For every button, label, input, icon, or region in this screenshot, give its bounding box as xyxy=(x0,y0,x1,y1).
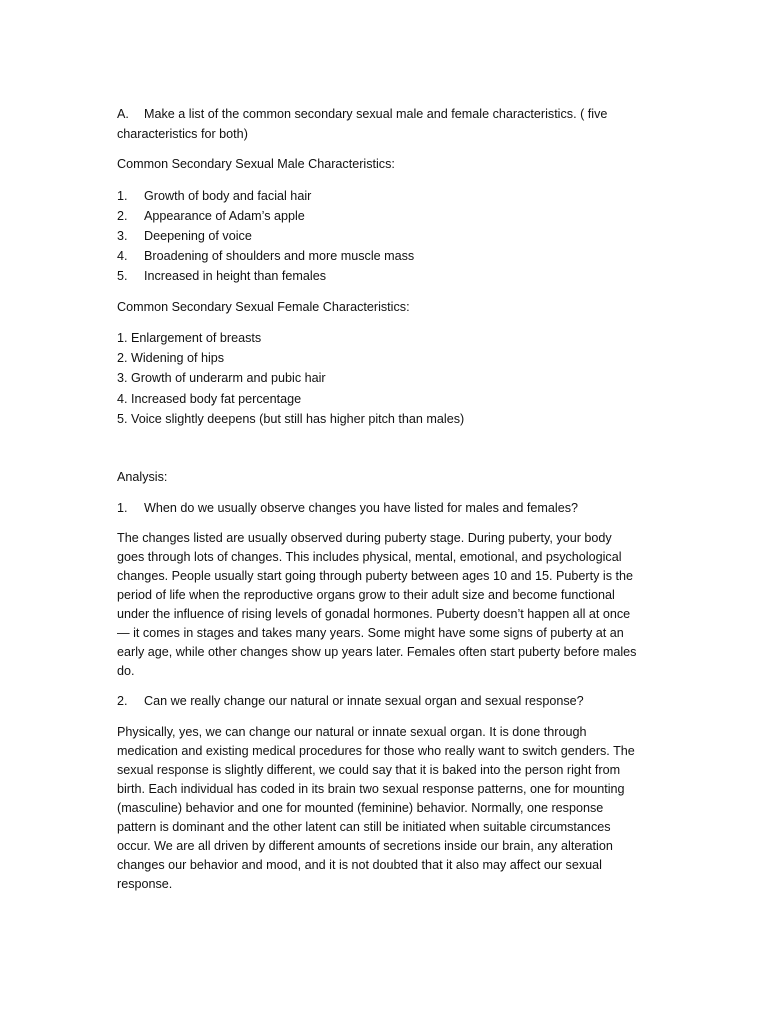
part-a-marker: A. xyxy=(117,107,129,121)
male-list-item xyxy=(117,246,637,266)
list-number: 4. xyxy=(117,249,128,264)
list-number: 2. xyxy=(117,208,128,223)
male-list-item xyxy=(117,206,637,226)
list-text: Appearance of Adam’s apple xyxy=(144,208,305,223)
male-list-item xyxy=(117,226,637,246)
female-list-item: 4. Increased body fat percentage xyxy=(117,391,302,406)
list-text: Deepening of voice xyxy=(144,228,252,243)
female-list xyxy=(117,328,637,429)
part-a-line1: Make a list of the common secondary sexual male and female characteristics. ( five xyxy=(144,107,608,121)
question-text: Can we really change our natural or innate sexual organ and sexual response? xyxy=(144,694,584,709)
female-heading: Common Secondary Sexual Female Characteristics: xyxy=(117,299,410,314)
list-text: Increased in height than females xyxy=(144,269,327,284)
male-list xyxy=(117,186,637,287)
male-list-item xyxy=(117,266,637,286)
male-heading: Common Secondary Sexual Male Characteristics: xyxy=(117,157,395,171)
list-number: 1. xyxy=(117,188,128,203)
analysis-question-2 xyxy=(117,692,637,712)
document-body xyxy=(117,105,637,905)
question-number: 1. xyxy=(117,500,128,515)
analysis-question-1 xyxy=(117,499,637,519)
female-list-item: 1. Enlargement of breasts xyxy=(117,331,262,346)
part-a-instruction xyxy=(117,105,637,125)
female-list-item: 2. Widening of hips xyxy=(117,351,225,366)
female-list-item: 3. Growth of underarm and pubic hair xyxy=(117,371,326,386)
question-number: 2. xyxy=(117,694,128,709)
female-list-item: 5. Voice slightly deepens (but still has higher pitch than males) xyxy=(117,411,465,426)
answer-paragraph-2: Physically, yes, we can change our natural or innate sexual organ. It is done through medication and existing medical procedures for those who really want to switch genders. The sexual response is slightly different, we could say that it is baked into the person right from birth. Each individual has coded in its brain two sexual response patterns, one for mounting (masculine) behavior and one for mounted (feminine) behavior. Normally, one response pattern is dominant and the other latent can still be initiated when suitable circumstances occur. We are all driven by different amounts of secretions inside our brain, any alteration changes our behavior and mood, and it is not doubted that it also may affect our sexual response. xyxy=(117,724,635,891)
answer-paragraph-1: The changes listed are usually observed during puberty stage. During puberty, your body goes through lots of changes. This includes physical, mental, emotional, and psychological changes. People usually start going through puberty between ages 10 and 15. Puberty is the period of life when the reproductive organs grow to their adult size and become functional under the influence of rising levels of gonadal hormones. Puberty doesn’t happen all at once — it comes in stages and takes many years. Some might have some signs of puberty at an early age, while other changes show up years later. Females often start puberty before males do. xyxy=(117,531,637,679)
male-list-item xyxy=(117,186,637,206)
part-a-line2: characteristics for both) xyxy=(117,126,248,141)
list-text: Growth of body and facial hair xyxy=(144,188,312,203)
question-text: When do we usually observe changes you have listed for males and females? xyxy=(144,500,579,515)
analysis-label: Analysis: xyxy=(117,470,168,485)
list-number: 3. xyxy=(117,228,128,243)
list-number: 5. xyxy=(117,269,128,284)
list-text: Broadening of shoulders and more muscle mass xyxy=(144,249,415,264)
